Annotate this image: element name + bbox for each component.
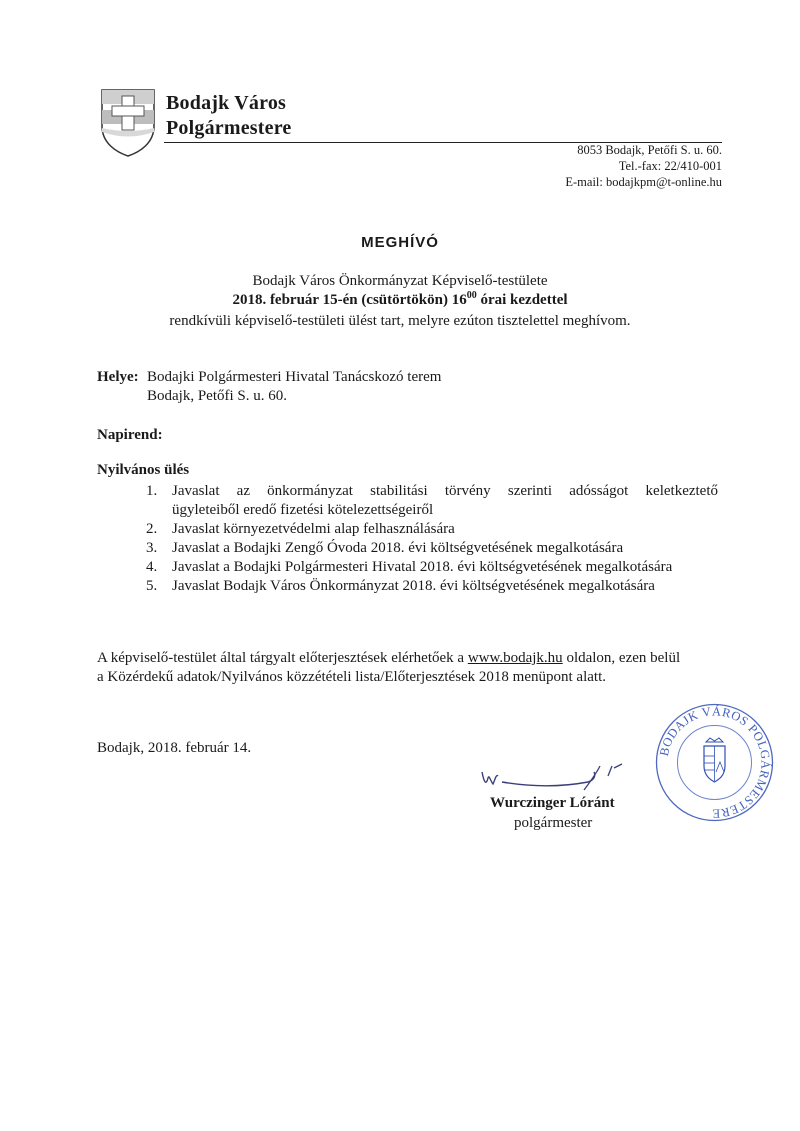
website-link[interactable]: www.bodajk.hu <box>467 650 563 666</box>
org-name: Bodajk Város <box>166 92 287 114</box>
coat-of-arms-icon <box>100 88 156 158</box>
location-label: Helye: <box>97 369 139 385</box>
official-stamp <box>652 700 777 825</box>
phone-line: Tel.-fax: 22/410-001 <box>618 159 722 173</box>
notice-text-after-link: oldalon, ezen belül <box>562 650 681 666</box>
agenda-item-1-continued: ügyleteiből eredő fizetési kötelezettségeiről <box>172 502 434 518</box>
intro-line-1: Bodajk Város Önkormányzat Képviselő-testülete <box>252 273 548 289</box>
document-title: MEGHÍVÓ <box>361 234 439 251</box>
signer-title: polgármester <box>514 815 593 831</box>
email-line: E-mail: bodajkpm@t-online.hu <box>565 175 722 189</box>
intro-line-3: rendkívüli képviselő-testületi ülést tart, melyre ezúton tisztelettel meghívom. <box>169 313 631 329</box>
notice-text: A képviselő-testület által tárgyalt előterjesztések elérhetőek a <box>97 650 468 666</box>
meeting-time-suffix: órai kezdettel <box>476 292 568 308</box>
meeting-date: 2018. február 15-én (csütörtökön) 16 <box>232 292 467 308</box>
agenda-item-2: Javaslat környezetvédelmi alap felhasználására <box>172 521 455 537</box>
agenda-section-title: Nyilvános ülés <box>97 462 190 478</box>
agenda-item-number: 4. <box>146 559 158 575</box>
location-address: Bodajk, Petőfi S. u. 60. <box>147 388 288 404</box>
agenda-item-3: Javaslat a Bodajki Zengő Óvoda 2018. évi költségvetésének megalkotására <box>172 540 624 556</box>
location-venue: Bodajki Polgármesteri Hivatal Tanácskozó terem <box>147 369 442 385</box>
agenda-item-4: Javaslat a Bodajki Polgármesteri Hivatal 2018. évi költségvetésének megalkotására <box>172 559 673 575</box>
org-subtitle: Polgármestere <box>166 117 292 139</box>
agenda-heading: Napirend: <box>97 427 163 443</box>
meeting-datetime <box>0 292 800 309</box>
signer-name: Wurczinger Lóránt <box>490 795 615 811</box>
agenda-item-5: Javaslat Bodajk Város Önkormányzat 2018. évi költségvetésének megalkotására <box>172 578 655 594</box>
meeting-time-minutes: 00 <box>466 290 477 301</box>
agenda-item-number: 3. <box>146 540 158 556</box>
notice-line-1 <box>97 650 680 667</box>
agenda-item-number: 5. <box>146 578 158 594</box>
address-line: 8053 Bodajk, Petőfi S. u. 60. <box>577 143 722 157</box>
agenda-item-number: 1. <box>146 483 158 499</box>
agenda-item-1: Javaslat az önkormányzat stabilitási törvény szerinti adósságot keletkeztető <box>172 483 718 499</box>
document-date: Bodajk, 2018. február 14. <box>97 740 252 756</box>
handwritten-signature <box>476 752 646 797</box>
stamp-text: BODAJK VÁROS POLGÁRMESTERE <box>656 704 773 821</box>
agenda-item-number: 2. <box>146 521 158 537</box>
notice-line-2: a Közérdekű adatok/Nyilvános közzétételi lista/Előterjesztések 2018 menüpont alatt. <box>97 669 606 685</box>
